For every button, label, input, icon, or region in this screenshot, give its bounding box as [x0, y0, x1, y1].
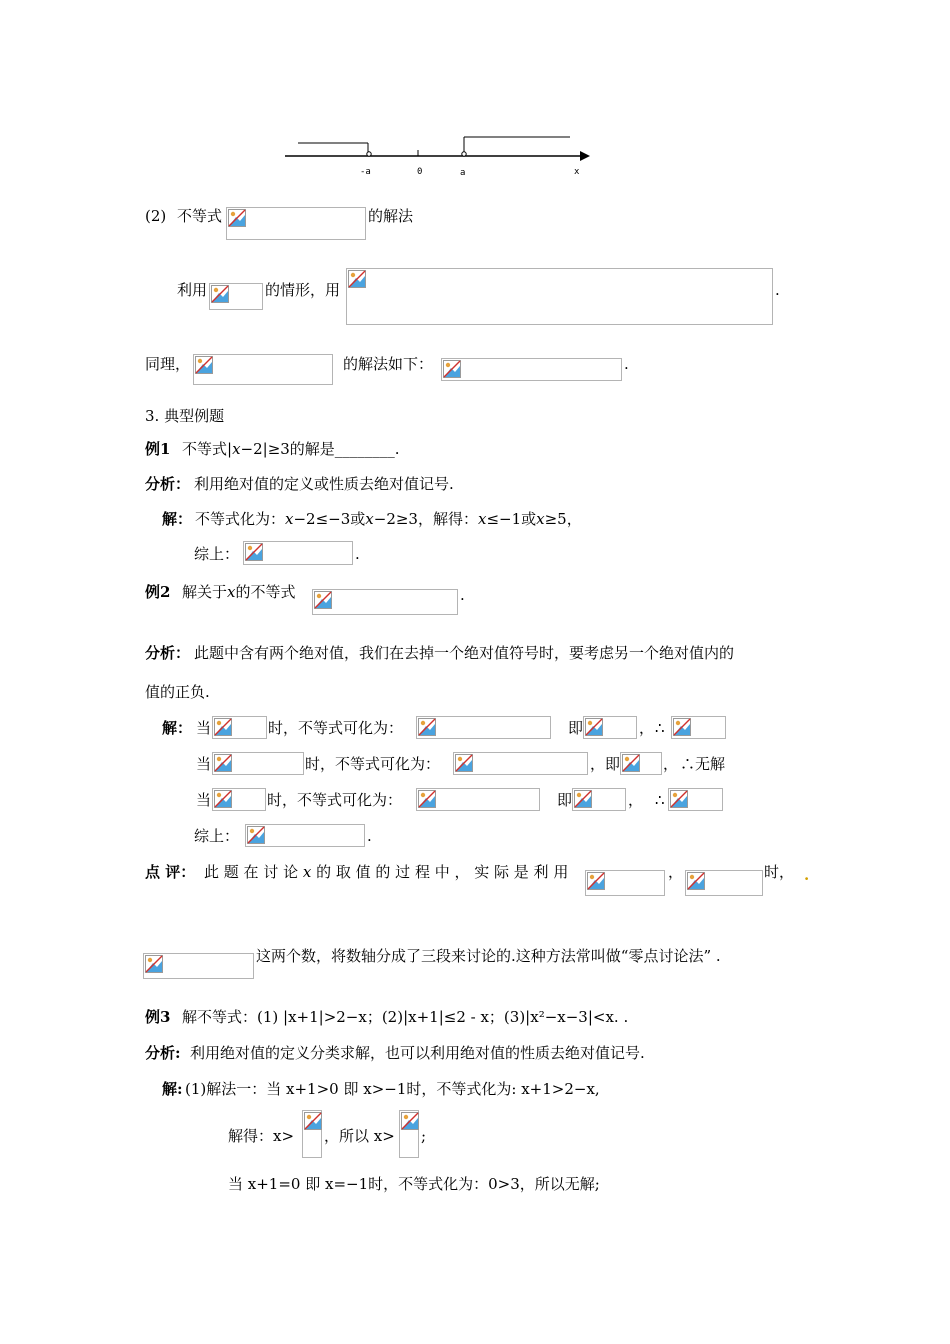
broken-image-icon: [214, 754, 232, 772]
formula-image: [212, 752, 304, 775]
broken-image-icon: [673, 718, 691, 736]
formula-image: [572, 788, 626, 811]
therefore-symbol: ∴: [655, 719, 665, 737]
broken-image-icon: [314, 591, 332, 609]
use-text: .: [775, 281, 780, 299]
summary-end: .: [355, 545, 360, 563]
formula-image: [312, 589, 458, 615]
solve-text: 解得：x>: [228, 1127, 295, 1145]
broken-image-icon: [443, 360, 461, 378]
solution-text: 当 x+1=0 即 x=−1时，不等式化为：0>3，所以无解;: [228, 1175, 600, 1193]
label-zero: 0: [417, 167, 423, 177]
formula-image: [671, 716, 726, 739]
review-shi: 时，: [764, 863, 795, 881]
sec2-text-end: 的解法: [368, 207, 414, 225]
broken-image-icon: [418, 790, 436, 808]
broken-image-icon: [228, 209, 246, 227]
formula-image: [685, 870, 763, 896]
label-x: x: [574, 167, 580, 177]
when-text: 当: [196, 719, 212, 737]
formula-image: [668, 788, 723, 811]
broken-image-icon: [455, 754, 473, 772]
condition-text: 时，不等式可化为：: [268, 719, 404, 737]
solve-text: ;: [421, 1127, 427, 1145]
when-text: 当: [196, 755, 212, 773]
formula-image: [245, 824, 365, 847]
formula-image: [209, 283, 263, 310]
ex3-text: 解不等式：(1) |x+1|>2−x；(2)|x+1|≤2 - x；(3)|x²−x−3|<x. .: [182, 1008, 629, 1026]
similar-text: 同理，: [145, 355, 191, 373]
formula-image: [143, 953, 254, 979]
formula-image: [346, 268, 773, 325]
use-text: 的情形，用: [265, 281, 341, 299]
review-label: 点 评：: [145, 863, 196, 881]
formula-image: [416, 788, 540, 811]
broken-image-icon: [211, 285, 229, 303]
formula-image: [212, 716, 267, 739]
solution-label: 解：: [162, 510, 193, 528]
broken-image-icon: [304, 1112, 322, 1130]
formula-image: [193, 354, 333, 385]
similar-text: 的解法如下：: [343, 355, 434, 373]
ji-text: 即: [557, 791, 573, 809]
condition-text: 时，不等式可化为：: [305, 755, 441, 773]
comma: ，: [628, 791, 644, 809]
broken-image-icon: [195, 356, 213, 374]
analysis-text: 此题中含有两个绝对值，我们在去掉一个绝对值符号时，要考虑另一个绝对值内的: [194, 644, 735, 662]
solution-text: 不等式化为：x−2≤−3或x−2≥3，解得：x≤−1或x≥5，: [195, 510, 582, 528]
formula-image: [416, 716, 551, 739]
therefore-symbol: ∴: [655, 791, 665, 809]
label-a: a: [460, 168, 466, 178]
analysis-label: 分析:: [145, 1044, 181, 1062]
section-heading: 3. 典型例题: [145, 407, 225, 425]
summary-label: 综上：: [194, 827, 240, 845]
analysis-text: 利用绝对值的定义或性质去绝对值记号.: [194, 475, 454, 493]
formula-image: [585, 870, 665, 896]
broken-image-icon: [145, 955, 163, 973]
no-solution-text: ∴无解: [680, 755, 726, 773]
solution-label: 解：: [162, 719, 193, 737]
analysis-text: 利用绝对值的定义分类求解，也可以利用绝对值的性质去绝对值记号.: [190, 1044, 645, 1062]
similar-text: .: [624, 355, 629, 373]
ji-text: 即: [568, 719, 584, 737]
formula-image: [212, 788, 266, 811]
comma: ，: [639, 719, 655, 737]
analysis-label: 分析：: [145, 475, 191, 493]
ex2-text: 解关于x的不等式: [182, 583, 296, 601]
formula-image: [399, 1110, 419, 1158]
review-text: 这两个数，将数轴分成了三段来讨论的.这种方法常叫做“零点讨论法” .: [256, 947, 721, 965]
mark-dot: .: [804, 866, 810, 884]
item-number: (2): [145, 207, 167, 225]
formula-image: [583, 716, 637, 739]
broken-image-icon: [245, 543, 263, 561]
broken-image-icon: [585, 718, 603, 736]
broken-image-icon: [348, 270, 366, 288]
formula-image: [302, 1110, 322, 1158]
formula-image: [226, 207, 366, 240]
solution-label: 解:: [162, 1080, 183, 1098]
comma: ，: [668, 863, 684, 881]
formula-image: [620, 752, 662, 775]
analysis-label: 分析：: [145, 644, 191, 662]
broken-image-icon: [687, 872, 705, 890]
ex2-label: 例2: [145, 583, 171, 601]
ji-text: 即: [605, 755, 621, 773]
formula-image: [453, 752, 588, 775]
broken-image-icon: [418, 718, 436, 736]
formula-image: [441, 358, 622, 381]
broken-image-icon: [622, 754, 640, 772]
sec2-text: 不等式: [177, 207, 223, 225]
broken-image-icon: [214, 790, 232, 808]
broken-image-icon: [587, 872, 605, 890]
number-line-diagram: [280, 130, 600, 182]
ex1-label: 例1: [145, 440, 171, 458]
ex2-end: .: [460, 586, 465, 604]
summary-label: 综上：: [194, 545, 240, 563]
broken-image-icon: [214, 718, 232, 736]
summary-end: .: [367, 827, 372, 845]
ex3-label: 例3: [145, 1008, 171, 1026]
review-text: 此 题 在 讨 论 x 的 取 值 的 过 程 中 ， 实 际 是 利 用: [204, 863, 569, 881]
broken-image-icon: [574, 790, 592, 808]
comma: ，: [590, 755, 606, 773]
comma: ，: [663, 755, 679, 773]
condition-text: 时，不等式可化为：: [267, 791, 403, 809]
analysis-text: 值的正负.: [145, 683, 210, 701]
solution-text: (1)解法一：当 x+1>0 即 x>−1时，不等式化为: x+1>2−x,: [185, 1080, 600, 1098]
solve-text: ，所以 x>: [324, 1127, 395, 1145]
broken-image-icon: [247, 826, 265, 844]
when-text: 当: [196, 791, 212, 809]
ex1-text: 不等式|x−2|≥3的解是________.: [182, 440, 400, 458]
use-text: 利用: [177, 281, 208, 299]
label-neg-a: -a: [360, 167, 371, 177]
formula-image: [243, 541, 353, 565]
broken-image-icon: [401, 1112, 419, 1130]
broken-image-icon: [670, 790, 688, 808]
